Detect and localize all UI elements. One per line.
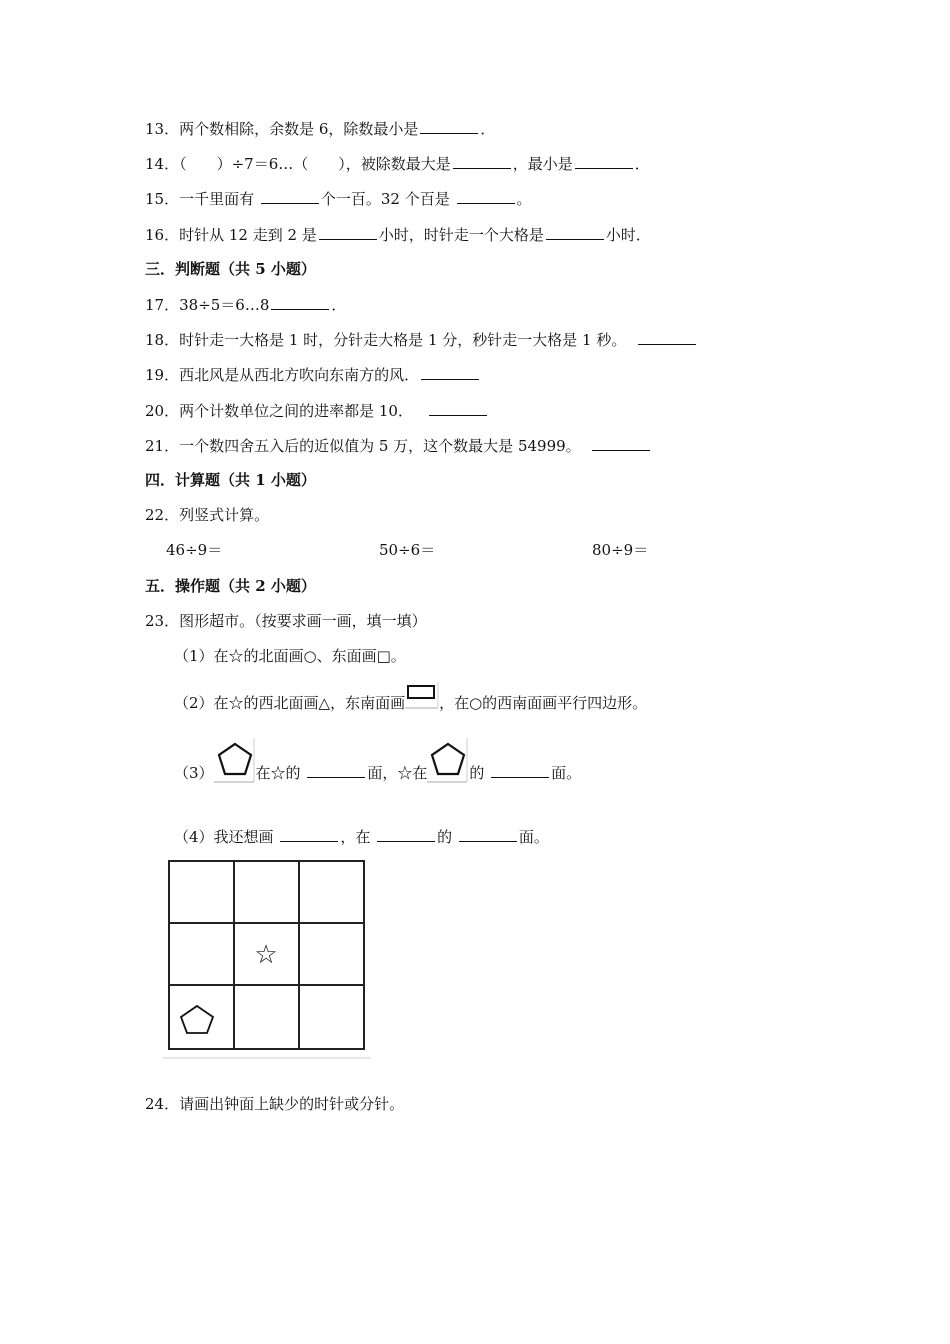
question-13: 13．两个数相除，余数是 6，除数最小是 ． (145, 120, 496, 138)
question-23-part-4: （4）我还想画 ，在 的 面。 (174, 828, 549, 846)
answer-blank[interactable] (638, 329, 696, 345)
star-icon: ☆ (254, 940, 278, 970)
answer-blank[interactable] (592, 435, 650, 451)
answer-blank[interactable] (491, 762, 549, 778)
question-15: 15．一千里面有 个一百。32 个百是 。 (145, 190, 532, 208)
section-heading: 四．计算题（共 1 小题） (145, 471, 316, 489)
answer-blank[interactable] (261, 188, 319, 204)
question-22: 22．列竖式计算。 (145, 506, 270, 524)
question-23-part-1: （1）在☆的北面画○、东面画□。 (174, 647, 406, 665)
question-20: 20．两个计数单位之间的进率都是 10． (145, 400, 489, 421)
answer-blank[interactable] (420, 118, 478, 134)
answer-blank[interactable] (429, 400, 487, 416)
pentagon-icon (181, 1006, 213, 1033)
answer-blank[interactable] (307, 762, 365, 778)
question-23: 23．图形超市。（按要求画一画，填一填） (145, 612, 427, 630)
answer-blank[interactable] (377, 826, 435, 842)
question-23-part-3: （3） 在☆的 面，☆在 的 面。 (174, 738, 581, 797)
answer-blank[interactable] (421, 364, 479, 380)
answer-blank[interactable] (453, 153, 511, 169)
question-16: 16．时针从 12 走到 2 是 小时，时针走一个大格是 小时． (145, 226, 651, 244)
section-heading: 五．操作题（共 2 小题） (145, 577, 316, 595)
pentagon-icon (214, 738, 256, 784)
question-23-part-2: （2）在☆的西北面画△，东南面画 ，在○的西南面画平行四边形。 (174, 682, 647, 723)
answer-blank[interactable] (546, 224, 604, 240)
rectangle-icon (405, 682, 439, 712)
calc-item: 46÷9＝ (166, 541, 223, 559)
answer-blank[interactable] (280, 826, 338, 842)
answer-blank[interactable] (271, 294, 329, 310)
direction-grid[interactable] (163, 855, 373, 1060)
question-14: 14．（ ）÷7＝6…（ ），被除数最大是 ，最小是 ． (145, 155, 650, 173)
question-18: 18．时针走一大格是 1 时，分针走大格是 1 分，秒针走一大格是 1 秒。 (145, 329, 698, 350)
answer-blank[interactable] (457, 188, 515, 204)
answer-blank[interactable] (319, 224, 377, 240)
question-19: 19．西北风是从西北方吹向东南方的风． (145, 364, 481, 385)
question-21: 21．一个数四舍五入后的近似值为 5 万，这个数最大是 54999。 (145, 435, 652, 456)
question-17: 17．38÷5＝6…8 ． (145, 296, 347, 314)
pentagon-icon (427, 738, 469, 784)
section-heading: 三．判断题（共 5 小题） (145, 260, 316, 278)
answer-blank[interactable] (575, 153, 633, 169)
question-24: 24．请画出钟面上缺少的时针或分针。 (145, 1095, 405, 1113)
calc-item: 50÷6＝ (379, 541, 436, 559)
answer-blank[interactable] (459, 826, 517, 842)
calc-item: 80÷9＝ (592, 541, 649, 559)
